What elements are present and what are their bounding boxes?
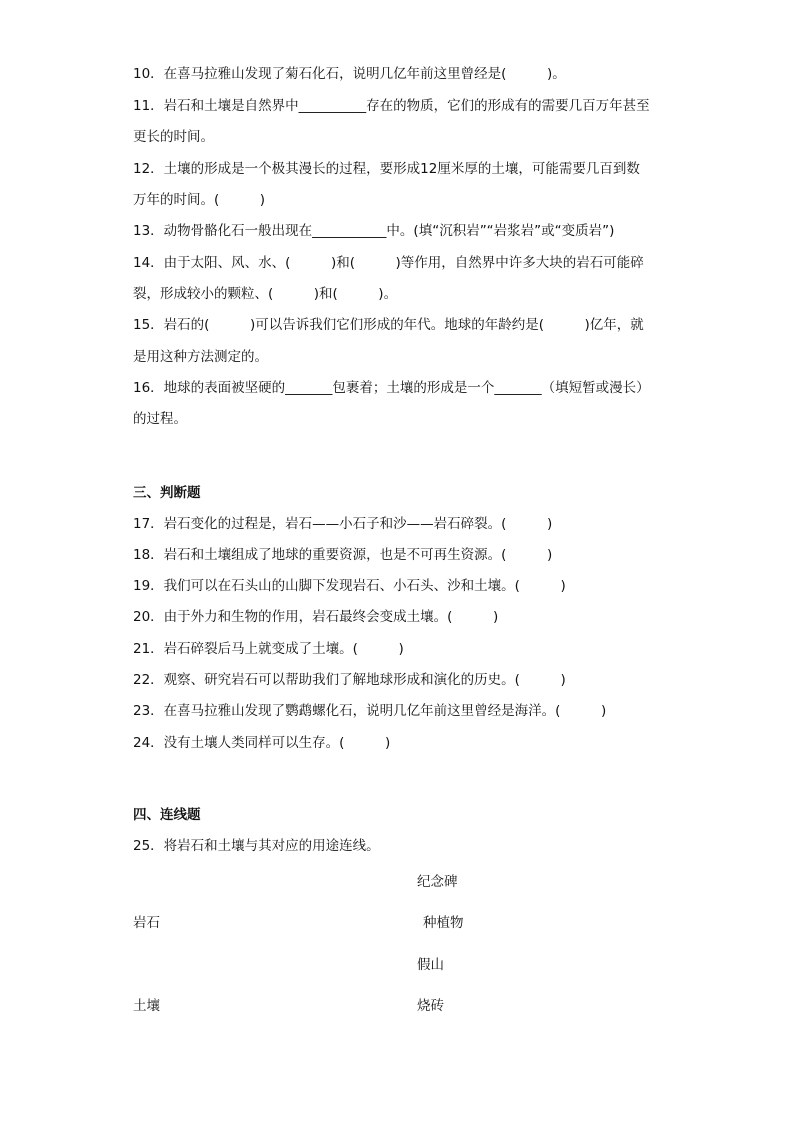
question-13-line: 13．动物骨骼化石一般出现在___________中。(填“沉积岩”“岩浆岩”或“变质岩”) — [133, 223, 615, 239]
question-15-line-1: 15．岩石的( )可以告诉我们它们形成的年代。地球的年龄约是( )亿年，就 — [133, 317, 644, 333]
question-16-line-2: 的过程。 — [133, 411, 187, 427]
question-22: 22．观察、研究岩石可以帮助我们了解地球形成和演化的历史。( ) — [133, 672, 566, 688]
question-24: 24．没有土壤人类同样可以生存。( ) — [133, 735, 391, 751]
section-4-heading: 四、连线题 — [133, 807, 201, 823]
match-right-monument: 纪念碑 — [417, 874, 458, 890]
question-12-line-1: 12．土壤的形成是一个极其漫长的过程，要形成12厘米厚的土壤，可能需要几百到数 — [133, 161, 640, 177]
question-10-line: 10．在喜马拉雅山发现了菊石化石，说明几亿年前这里曾经是( )。 — [133, 66, 566, 82]
question-12-line-2: 万年的时间。( ) — [133, 192, 266, 208]
match-right-rockery: 假山 — [417, 957, 444, 973]
question-19: 19．我们可以在石头山的山脚下发现岩石、小石头、沙和土壤。( ) — [133, 578, 566, 594]
question-14-line-1: 14．由于太阳、风、水、( )和( )等作用，自然界中许多大块的岩石可能碎 — [133, 255, 644, 271]
question-14-line-2: 裂，形成较小的颗粒、( )和( )。 — [133, 286, 398, 302]
question-25: 25．将岩石和土壤与其对应的用途连线。 — [133, 838, 380, 854]
question-20: 20．由于外力和生物的作用，岩石最终会变成土壤。( ) — [133, 609, 499, 625]
question-11-line-1: 11．岩石和土壤是自然界中__________存在的物质，它们的形成有的需要几百万年甚至 — [133, 98, 650, 114]
match-right-planting: 种植物 — [423, 915, 464, 931]
question-21: 21．岩石碎裂后马上就变成了土壤。( ) — [133, 641, 404, 657]
match-left-rock: 岩石 — [133, 915, 160, 931]
match-left-soil: 土壤 — [133, 998, 160, 1014]
question-16-line-1: 16．地球的表面被坚硬的_______包裹着；土壤的形成是一个_______（填短暂或漫长） — [133, 380, 650, 396]
match-right-brick: 烧砖 — [417, 998, 444, 1014]
question-11-line-2: 更长的时间。 — [133, 129, 214, 145]
question-23: 23．在喜马拉雅山发现了鹦鹉螺化石，说明几亿年前这里曾经是海洋。( ) — [133, 703, 607, 719]
question-17: 17．岩石变化的过程是，岩石——小石子和沙——岩石碎裂。( ) — [133, 516, 553, 532]
question-15-line-2: 是用这种方法测定的。 — [133, 349, 268, 365]
question-18: 18．岩石和土壤组成了地球的重要资源，也是不可再生资源。( ) — [133, 547, 553, 563]
section-3-heading: 三、判断题 — [133, 485, 201, 501]
